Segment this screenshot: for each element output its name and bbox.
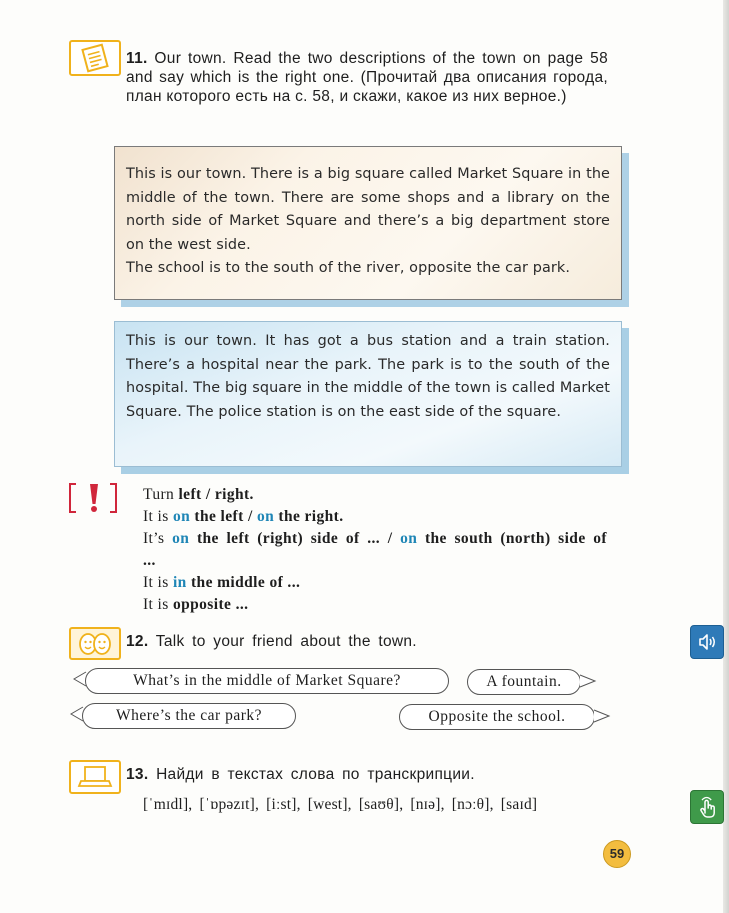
question-bubble-1: What’s in the middle of Market Square?: [85, 668, 449, 694]
reading-task-icon: [69, 40, 121, 76]
exercise-11-instruction: [126, 49, 608, 106]
speaking-pair-icon: [69, 627, 121, 660]
bubble-tail-right: [579, 670, 597, 692]
page-number-badge: [603, 840, 631, 868]
the-right-text: the right.: [278, 508, 344, 525]
exercise-12-number: 12.: [126, 633, 149, 650]
speaker-icon: [691, 626, 723, 658]
transcription-list: [ˈmɪdl], [ˈɒpəzɪt], [iːst], [west], [saʊθ], [nɪə], [nɔːθ], [saɪd]: [143, 796, 538, 813]
hand-pointer-icon: [691, 791, 723, 823]
page-number: 59: [609, 846, 625, 861]
it-is-text: It is: [143, 508, 169, 525]
exercise-11-english-instruction: Read the two descriptions of the town on page 58 and say which is the right one.: [126, 50, 609, 86]
writing-task-icon: [69, 760, 121, 794]
grammar-line-2: [143, 506, 607, 528]
grammar-rules: [143, 484, 607, 616]
preposition-in: in: [172, 574, 187, 591]
south-north-side-text: the south (north) side of ...: [143, 530, 607, 569]
preposition-on: on: [172, 530, 190, 547]
card-1-text: [126, 163, 610, 281]
answer-bubble-2: Opposite the school.: [399, 704, 595, 730]
it-is-text: It is: [143, 596, 169, 613]
exercise-12-instruction: [126, 632, 566, 651]
exercise-11-number: 11.: [126, 50, 148, 67]
question-bubble-2: Where’s the car park?: [82, 703, 296, 729]
the-left-text: the left /: [194, 508, 253, 525]
description-card-2: [114, 321, 622, 467]
it-is-text: It is: [143, 574, 169, 591]
preposition-on: on: [400, 530, 418, 547]
left-right-side-text: the left (right) side of ... /: [196, 530, 393, 547]
page-edge: [723, 0, 729, 913]
description-card-1: [114, 146, 622, 300]
attention-icon: [68, 482, 118, 514]
exercise-11-russian-instruction: (Прочитай два описания города, план которого есть на с. 58, и скажи, какое из них верное.): [126, 69, 609, 105]
grammar-line-5: [143, 594, 607, 616]
card-2-text: [126, 330, 610, 424]
turn-text: Turn: [143, 486, 175, 503]
exercise-13-instruction: [126, 765, 546, 784]
preposition-on: on: [172, 508, 191, 525]
left-right-text: left / right.: [178, 486, 254, 503]
grammar-line-3: [143, 528, 607, 572]
exercise-13-text: Найди в текстах слова по транскрипции.: [156, 766, 475, 783]
interactive-task-button[interactable]: [690, 790, 724, 824]
bubble-tail-right: [593, 705, 611, 727]
exercise-12-text: Talk to your friend about the town.: [155, 633, 417, 650]
opposite-text: opposite ...: [172, 596, 249, 613]
answer-bubble-1: A fountain.: [467, 669, 581, 695]
the-middle-text: the middle of ...: [190, 574, 301, 591]
card-2-paragraph: This is our town. It has got a bus station and a train station. There’s a hospital near the park. The park is to the south of the hospital. The big square in the middle of the town is called Market Square. The police station is on the east side of the square.: [126, 333, 610, 420]
card-1-paragraph: This is our town. There is a big square called Market Square in the middle of the town. There are some shops and a library on the north side of Market Square and there’s a big department store on the west side.: [126, 166, 610, 253]
exercise-11-title: Our town.: [154, 50, 227, 67]
exercise-13-number: 13.: [126, 766, 149, 783]
its-text: It’s: [143, 530, 165, 547]
grammar-line-4: [143, 572, 607, 594]
preposition-on: on: [256, 508, 275, 525]
card-1-last-line: The school is to the south of the river, opposite the car park.: [126, 260, 571, 276]
grammar-line-1: [143, 484, 607, 506]
audio-button[interactable]: [690, 625, 724, 659]
